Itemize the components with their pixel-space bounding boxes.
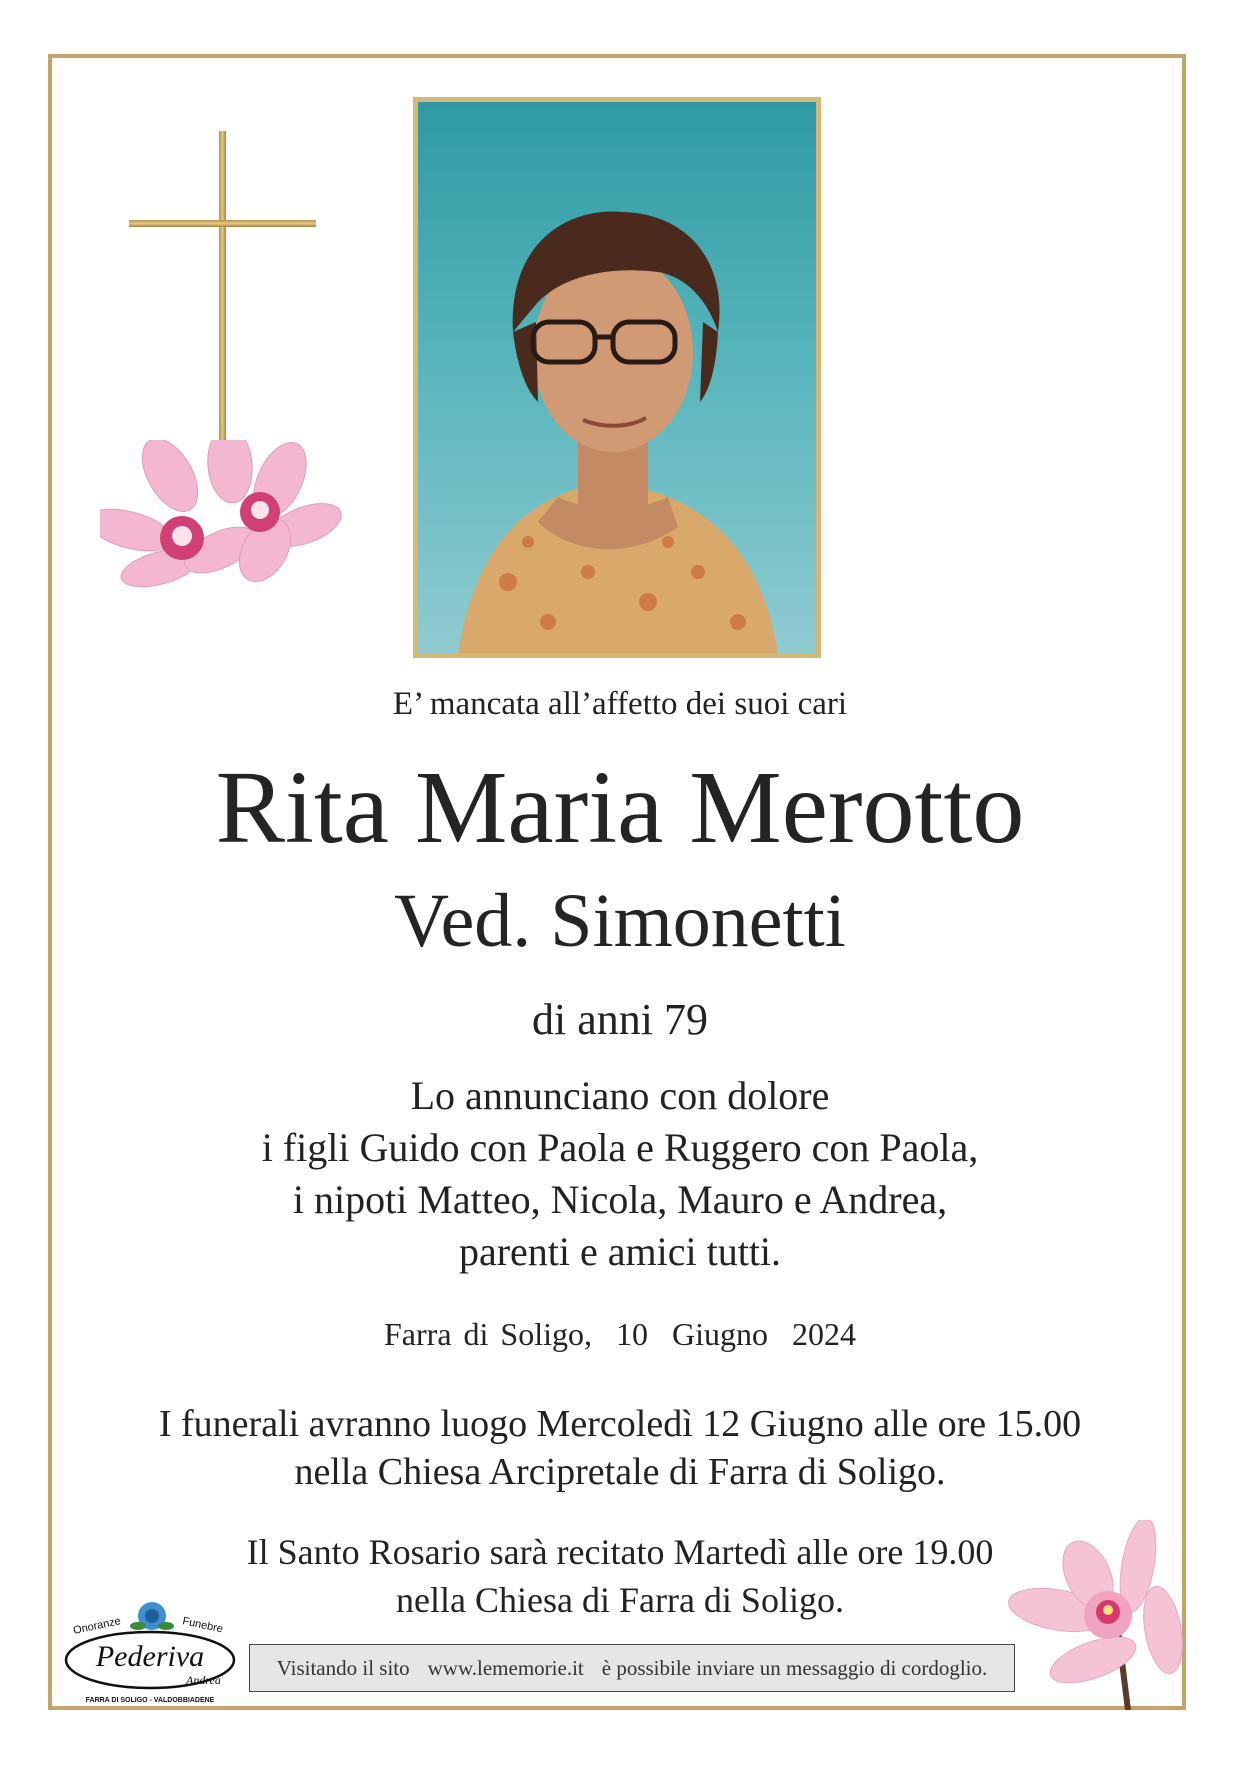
portrait-photo (413, 97, 821, 658)
widow-of: Ved. Simonetti (394, 879, 846, 963)
rosary-line: nella Chiesa di Farra di Soligo. (396, 1580, 844, 1620)
cross-icon-bar (129, 220, 316, 227)
orchid-flower-icon-bottom (998, 1520, 1194, 1710)
announcement-block (50, 1070, 1190, 1278)
condolence-notice (249, 1644, 1015, 1692)
announcement-line: i nipoti Matteo, Nicola, Mauro e Andrea, (292, 1177, 948, 1222)
notice-suffix: è possibile inviare un messaggio di cordoglio. (601, 1655, 988, 1680)
intro-text: E’ mancata all’affetto dei suoi cari (392, 686, 848, 722)
logo-brand: Pederiva (95, 1640, 205, 1673)
place-date: Farra di Soligo, 10 Giugno 2024 (384, 1316, 856, 1352)
deceased-name: Rita Maria Merotto (215, 750, 1025, 865)
rosary-line: Il Santo Rosario sarà recitato Martedì alle ore 19.00 (246, 1532, 994, 1572)
logo-top-right: Funebre (181, 1615, 224, 1636)
notice-prefix: Visitando il sito (276, 1655, 410, 1680)
announcement-line: parenti e amici tutti. (458, 1229, 782, 1274)
funeral-block (50, 1400, 1190, 1496)
logo-sub: Andrea (186, 1673, 221, 1687)
age-text: di anni 79 (532, 995, 708, 1044)
cross-icon (219, 131, 226, 449)
announcement-line: i figli Guido con Paola e Ruggero con Paola, (261, 1125, 979, 1170)
rose-icon (130, 1602, 174, 1630)
orchid-flower-icon (100, 440, 350, 600)
funeral-line: nella Chiesa Arcipretale di Farra di Soligo. (294, 1451, 946, 1493)
announcement-line: Lo annunciano con dolore (410, 1073, 830, 1118)
portrait-illustration (418, 102, 816, 653)
logo-top-left: Onoranze (72, 1615, 122, 1637)
notice-site-link[interactable]: www.lememorie.it (427, 1655, 584, 1680)
logo-footer: FARRA DI SOLIGO - VALDOBBIADENE (85, 1697, 215, 1704)
funeral-home-logo (60, 1594, 240, 1706)
funeral-line: I funerali avranno luogo Mercoledì 12 Giugno alle ore 15.00 (158, 1403, 1082, 1445)
